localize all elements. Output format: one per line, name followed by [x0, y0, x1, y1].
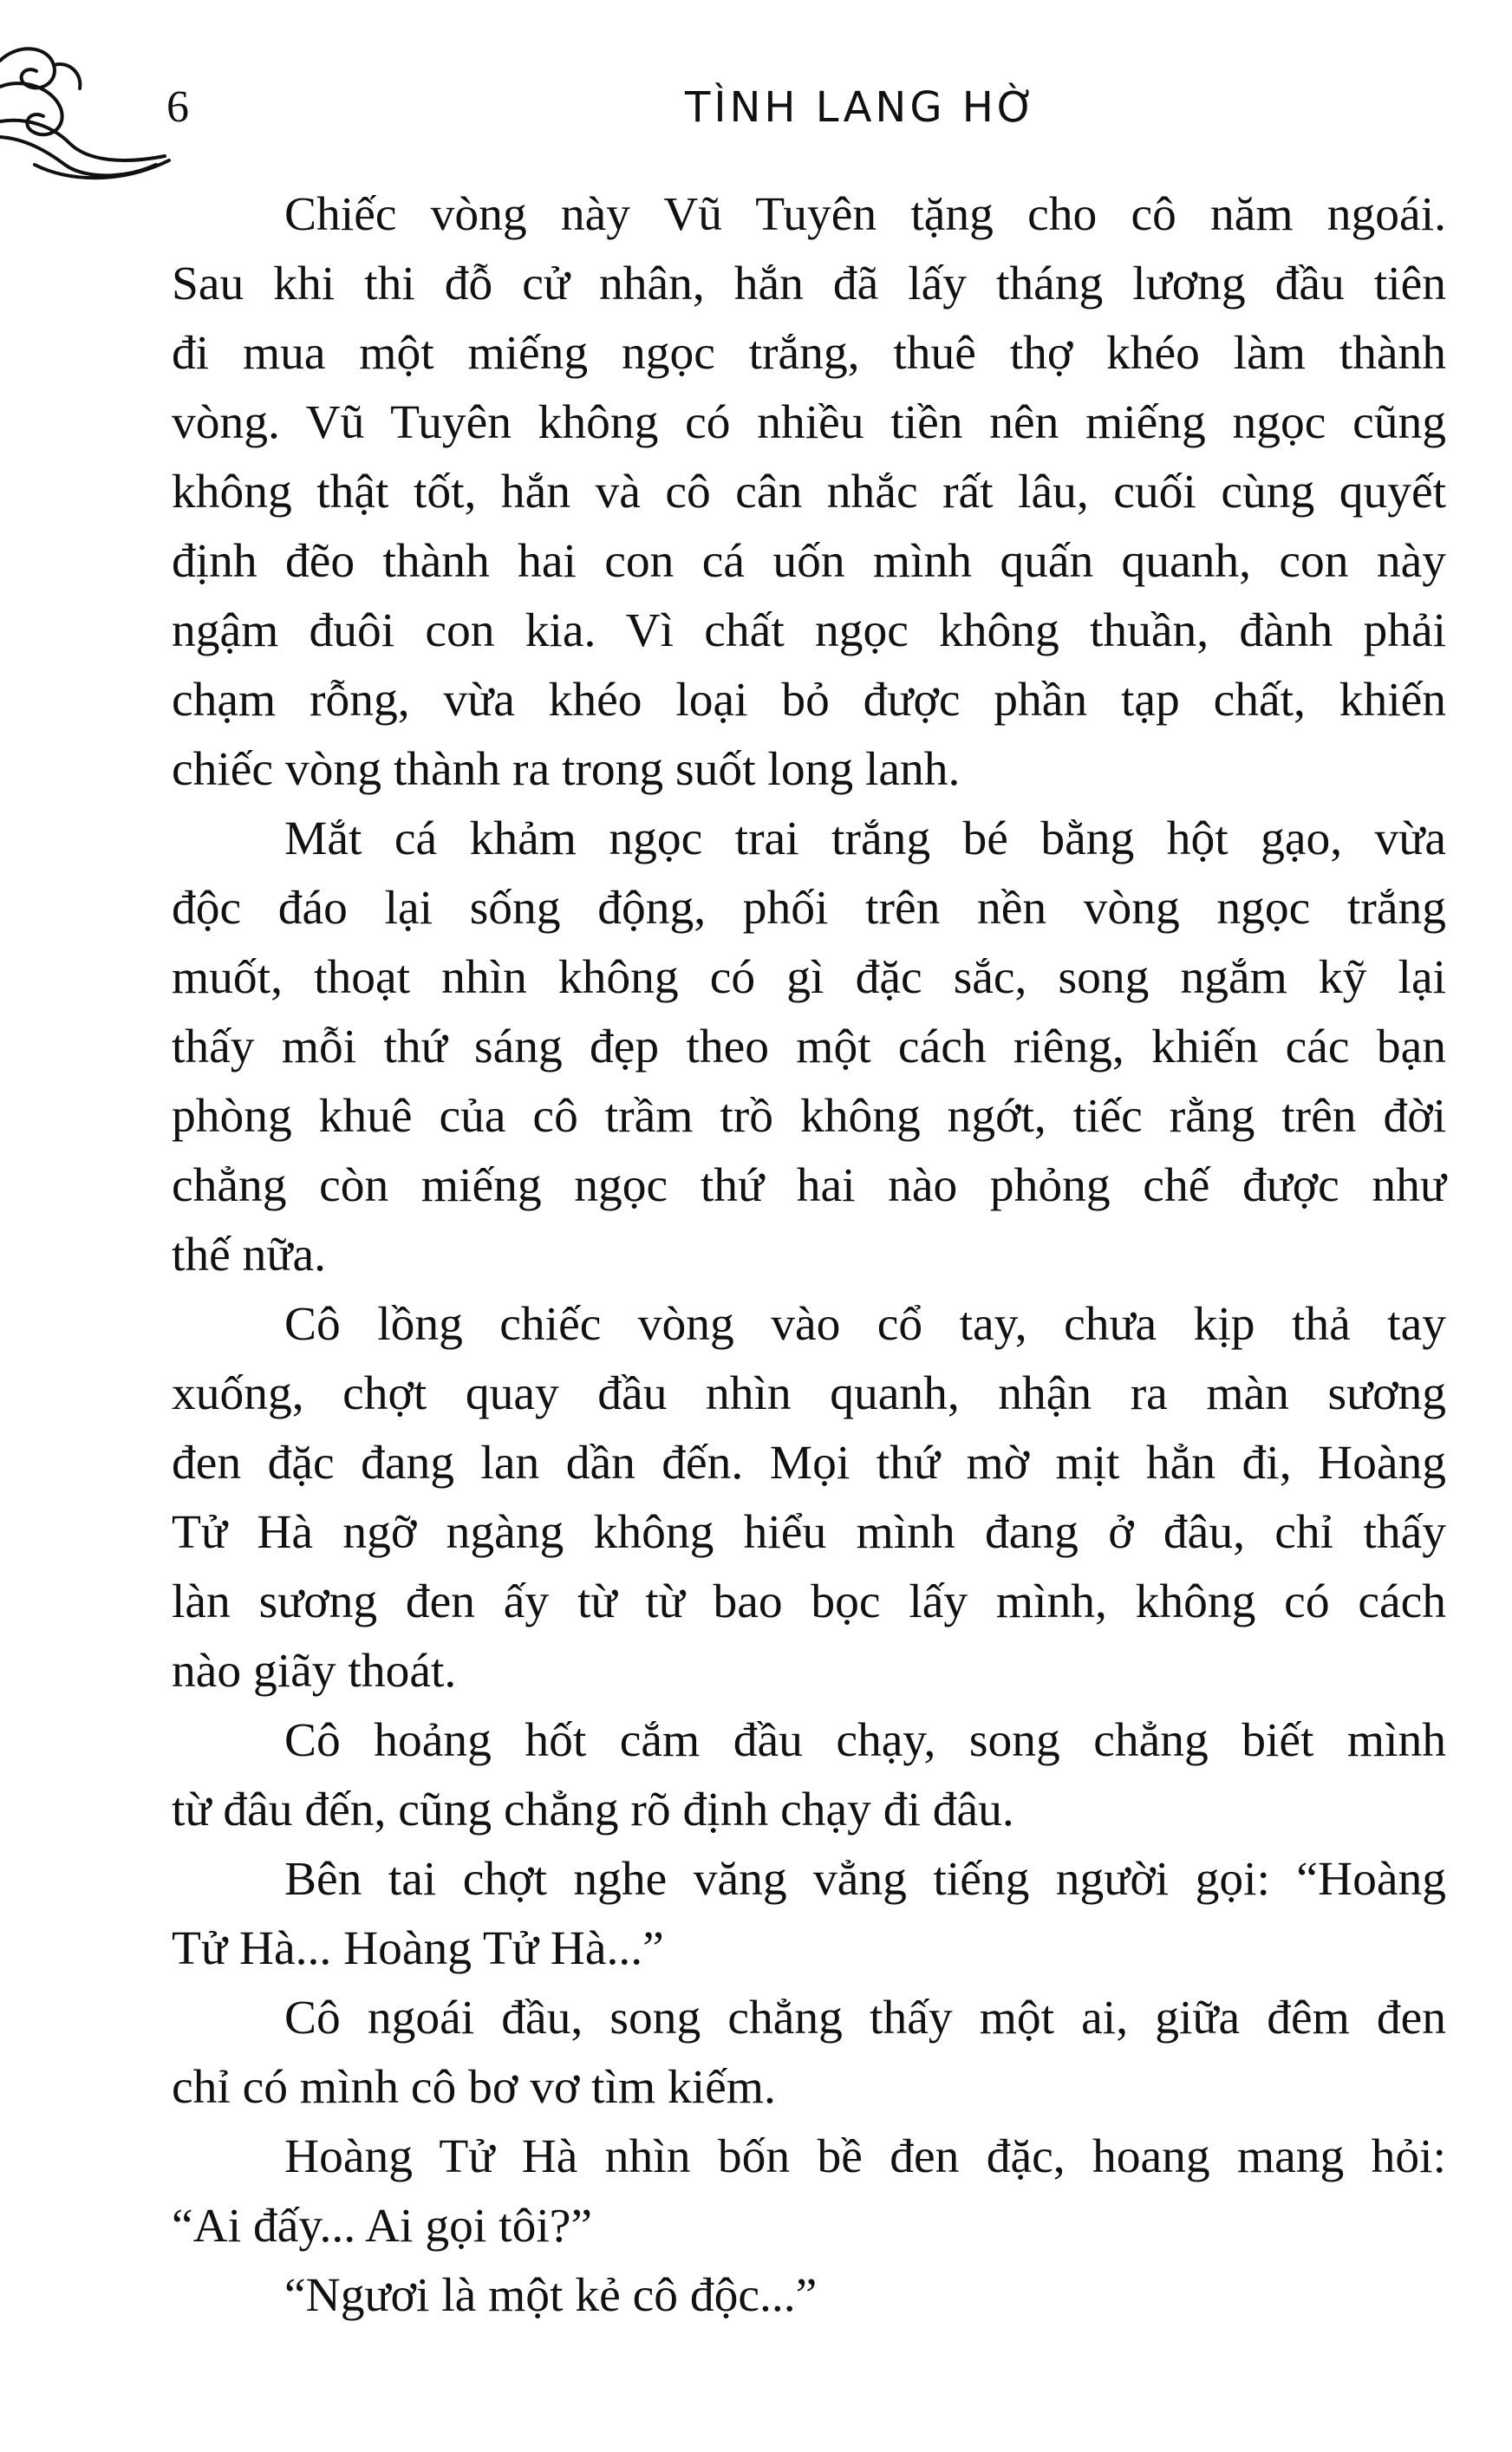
text-line: Cô lồng chiếc vòng vào cổ tay, chưa kịp thả tay [284, 1298, 1446, 1351]
text-line: đi mua một miếng ngọc trắng, thuê thợ khéo làm thành [172, 327, 1446, 380]
text-line: nào giãy thoát. [172, 1645, 457, 1698]
text-line: Tử Hà... Hoàng Tử Hà...” [172, 1922, 664, 1975]
text-line: chạm rỗng, vừa khéo loại bỏ được phần tạp chất, khiến [172, 674, 1446, 727]
body-text [172, 180, 1446, 2331]
text-line: muốt, thoạt nhìn không có gì đặc sắc, song ngắm kỹ lại [172, 951, 1446, 1004]
text-line: “Ngươi là một kẻ cô độc...” [284, 2269, 818, 2322]
paragraph [172, 180, 1446, 805]
text-line: ngậm đuôi con kia. Vì chất ngọc không thuần, đành phải [172, 604, 1446, 657]
text-line: từ đâu đến, cũng chẳng rõ định chạy đi đâu. [172, 1784, 1014, 1836]
text-line: chỉ có mình cô bơ vơ tìm kiếm. [172, 2061, 776, 2114]
text-line: thế nữa. [172, 1229, 327, 1281]
text-line: xuống, chợt quay đầu nhìn quanh, nhận ra màn sương [172, 1367, 1446, 1420]
text-line: chẳng còn miếng ngọc thứ hai nào phỏng chế được như [172, 1159, 1446, 1212]
text-line: định đẽo thành hai con cá uốn mình quấn quanh, con này [172, 535, 1446, 588]
cloud-swirl-ornament-icon [0, 35, 173, 208]
text-line: Sau khi thi đỗ cử nhân, hắn đã lấy tháng lương đầu tiên [172, 258, 1446, 310]
text-line: Chiếc vòng này Vũ Tuyên tặng cho cô năm ngoái. [284, 188, 1446, 241]
text-line: độc đáo lại sống động, phối trên nền vòng ngọc trắng [172, 882, 1446, 935]
text-line: Hoàng Tử Hà nhìn bốn bề đen đặc, hoang mang hỏi: [284, 2130, 1446, 2183]
text-line: Tử Hà ngỡ ngàng không hiểu mình đang ở đâu, chỉ thấy [172, 1506, 1446, 1559]
paragraph [172, 1290, 1446, 1706]
text-line: Bên tai chợt nghe văng vẳng tiếng người gọi: “Hoàng [284, 1853, 1446, 1906]
text-line: Cô ngoái đầu, song chẳng thấy một ai, giữa đêm đen [284, 1992, 1446, 2044]
text-line: Mắt cá khảm ngọc trai trắng bé bằng hột gạo, vừa [284, 812, 1446, 865]
paragraph [172, 1984, 1446, 2123]
text-line: làn sương đen ấy từ từ bao bọc lấy mình, không có cách [172, 1575, 1446, 1628]
text-line: không thật tốt, hắn và cô cân nhắc rất lâu, cuối cùng quyết [172, 466, 1446, 518]
text-line: đen đặc đang lan dần đến. Mọi thứ mờ mịt hẳn đi, Hoàng [172, 1437, 1446, 1490]
text-line: phòng khuê của cô trầm trồ không ngớt, tiếc rằng trên đời [172, 1090, 1446, 1143]
paragraph [172, 1706, 1446, 1845]
text-line: Cô hoảng hốt cắm đầu chạy, song chẳng biết mình [284, 1714, 1446, 1767]
text-line: vòng. Vũ Tuyên không có nhiều tiền nên miếng ngọc cũng [172, 396, 1446, 449]
running-title: TÌNH LANG HỜ [685, 83, 1039, 132]
page-number: 6 [166, 82, 189, 132]
text-line: chiếc vòng thành ra trong suốt long lanh. [172, 743, 961, 796]
text-line: “Ai đấy... Ai gọi tôi?” [172, 2200, 593, 2253]
paragraph [172, 2123, 1446, 2261]
paragraph [172, 805, 1446, 1290]
paragraph [172, 1845, 1446, 1984]
paragraph [172, 2261, 1446, 2331]
text-line: thấy mỗi thứ sáng đẹp theo một cách riêng, khiến các bạn [172, 1021, 1446, 1073]
